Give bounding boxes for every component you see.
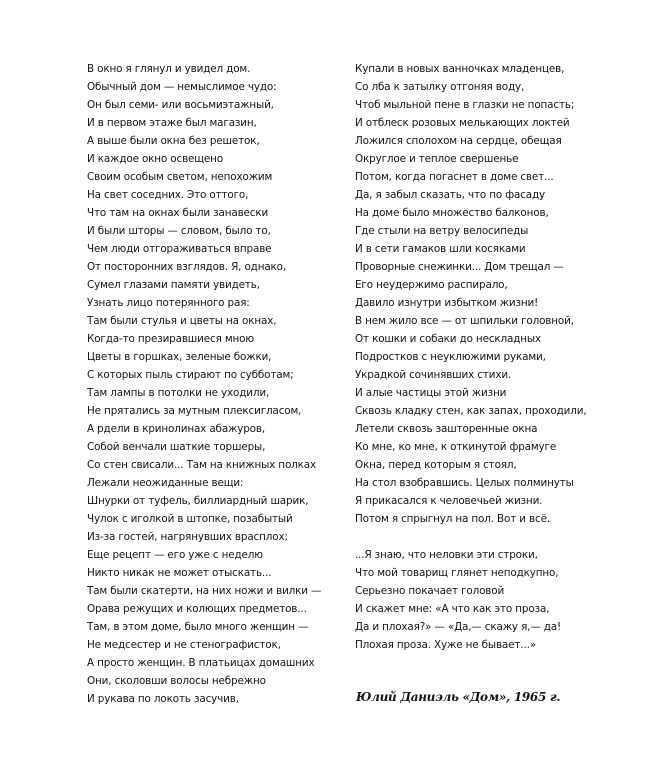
poem-line: Собой венчали шаткие торшеры, [87,441,266,453]
poem-line: Купали в новых ванночках младенцев, [355,63,565,75]
poem-line: Он был семи- или восьмиэтажный, [87,99,274,111]
poem-line: Ложился сполохом на сердце, обещая [355,135,562,147]
poem-line: Со стен свисали... Там на книжных полках [87,459,316,471]
poem-left-column [87,60,347,708]
poem-line: ...Я знаю, что неловки эти строки, [355,549,538,561]
poem-line: Где стыли на ветру велосипеды [355,225,529,237]
poem-line: Еще рецепт — его уже с неделю [87,549,263,561]
poem-line: И каждое окно освещено [87,153,224,165]
poem-line: Подростков с неуклюжими руками, [355,351,546,363]
poem-line: Когда-то презиравшиеся мною [87,333,254,345]
poem-line: Там, в этом доме, было много женщин — [87,621,309,633]
poem-line: От посторонних взглядов. Я, однако, [87,261,287,273]
poem-line: Из-за гостей, нагрянувших врасплох; [87,531,288,543]
poem-line: Я прикасался к человечьей жизни. [355,495,543,507]
poem-line: На стол взобравшись. Целых полминуты [355,477,574,489]
poem-line: Там были стулья и цветы на окнах, [87,315,277,327]
poem-line: И в первом этаже был магазин, [87,117,257,129]
poem-line: Сквозь кладку стен, как запах, проходили, [355,405,587,417]
poem-line: Его неудержимо распирало, [355,279,508,291]
poem-line: Что там на окнах были занавески [87,207,269,219]
poem-stanza-1 [355,60,635,528]
poem-line: И скажет мне: «А что как это проза, [355,603,550,615]
stanza-divider [355,528,635,546]
poem-line: Чем люди отгораживаться вправе [87,243,272,255]
poem-line: Потом я спрыгнул на пол. Вот и всё. [355,513,550,525]
poem-line: Не медсестер и не стенографисток, [87,639,281,651]
poem-line: Давило изнутри избытком жизни! [355,297,539,309]
poem-line: И в сети гамаков шли косяками [355,243,526,255]
poem-line: Цветы в горшках, зеленые божки, [87,351,272,363]
poem-line: Да и плохая?» — «Да,— скажу я,— да! [355,621,561,633]
poem-line: В нем жило все — от шпильки головной, [355,315,574,327]
poem-line: Сумел глазами памяти увидеть, [87,279,260,291]
poem-line: Никто никак не может отыскать... [87,567,272,579]
poem-line: И алые частицы этой жизни [355,387,507,399]
poem-line: А просто женщин. В платьицах домашних [87,657,315,669]
poem-line: А выше были окна без решеток, [87,135,260,147]
poem-line: Ко мне, ко мне, к откинутой фрамуге [355,441,557,453]
poem-line: Лежали неожиданные вещи: [87,477,244,489]
poem-line: Шнурки от туфель, биллиардный шарик, [87,495,309,507]
poem-line: Украдкой сочинявших стихи. [355,369,512,381]
poem-line: Они, сколовши волосы небрежно [87,675,266,687]
poem-line: Потом, когда погаснет в доме свет... [355,171,554,183]
poem-line: Там были скатерти, на них ножи и вилки — [87,585,322,597]
poem-line: От кошки и собаки до нескладных [355,333,541,345]
poem-stanza-2 [355,546,635,654]
poem-line: Округлое и теплое свершенье [355,153,519,165]
poem-line: Серьезно покачает головой [355,585,505,597]
poem-line: Плохая проза. Хуже не бывает...» [355,639,536,651]
poem-line: Обычный дом — немыслимое чудо: [87,81,277,93]
poem-line: На свет соседних. Это оттого, [87,189,249,201]
poem-line: Орава режущих и колющих предметов... [87,603,307,615]
poem-line: Окна, перед которым я стоял, [355,459,517,471]
poem-line: А рдели в кринолинах абажуров, [87,423,266,435]
poem-line: И отблеск розовых мелькающих локтей [355,117,570,129]
poem-line: Проворные снежинки... Дом трещал — [355,261,564,273]
poem-line: Не прятались за мутным плексигласом, [87,405,302,417]
poem-line: Чулок с иголкой в штопке, позабытый [87,513,293,525]
poem-right-column [355,60,635,654]
poem-line: В окно я глянул и увидел дом. [87,63,251,75]
poem-line: Со лба к затылку отгоняя воду, [355,81,525,93]
poem-line: На доме было множество балконов, [355,207,549,219]
poem-line: Чтоб мыльной пене в глазки не попасть; [355,99,575,111]
poem-line: И были шторы — словом, было то, [87,225,271,237]
poem-line: Там лампы в потолки не уходили, [87,387,270,399]
poem-line: Летели сквозь зашторенные окна [355,423,538,435]
poem-line: И рукава по локоть засучив, [87,693,239,705]
poem-line: Да, я забыл сказать, что по фасаду [355,189,545,201]
poem-signature: Юлий Даниэль «Дом», 1965 г. [356,690,561,704]
poem-line: Узнать лицо потерянного рая: [87,297,250,309]
poem-line: С которых пыль стирают по субботам; [87,369,294,381]
poem-line: Что мой товарищ глянет неподкупно, [355,567,559,579]
poem-line: Своим особым светом, непохожим [87,171,273,183]
